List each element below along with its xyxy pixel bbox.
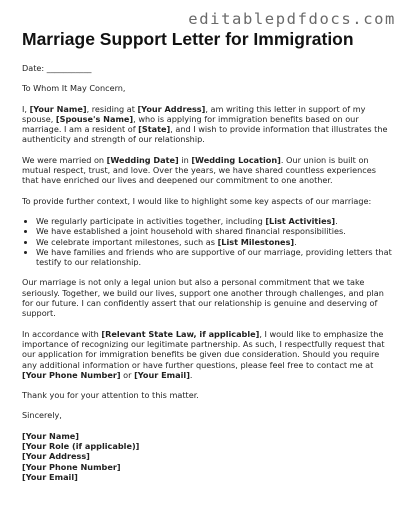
date-line — [22, 63, 392, 73]
text: or — [120, 369, 135, 380]
paragraph-request — [22, 329, 392, 380]
text: , I would like to emphasize the importance of recognizing our legitimate partnership. As such, I respectfully request that our application for immigration benefits be given due consideration. Should you require any additional information or have further questions, please feel free to contact me at — [22, 328, 385, 370]
text: In accordance with — [22, 328, 102, 339]
list-item: • We have established a joint household with shared financial responsibilities. — [36, 226, 392, 236]
signature-email: [Your Email] — [22, 471, 78, 482]
date-label: Date: — [22, 63, 45, 73]
list-item — [36, 216, 392, 226]
text: . — [189, 369, 193, 380]
text: , am writing this letter in support of my spouse, — [22, 103, 366, 124]
placeholder-list-milestones: [List Milestones] — [217, 236, 295, 247]
placeholder-spouse-name: [Spouse's Name] — [55, 113, 134, 124]
signature-block — [22, 431, 392, 482]
text: , who is applying for immigration benefits based on our marriage. I am a resident of — [22, 113, 359, 135]
date-blank: ___________ — [46, 63, 92, 73]
paragraph-wedding — [22, 155, 392, 186]
paragraph-thanks: Thank you for your attention to this matter. — [22, 390, 199, 401]
letter-document — [22, 29, 392, 482]
paragraph-commitment: Our marriage is not only a legal union but also a personal commitment that we take seriously. Together, we build our lives, support one another through challenges, and plan for our future. I can confidently assert that our relationship is genuine and deserving of support. — [22, 277, 384, 319]
closing: Sincerely, — [22, 410, 62, 421]
text: . — [335, 215, 338, 226]
placeholder-list-activities: [List Activities] — [265, 215, 336, 226]
placeholder-your-name: [Your Name] — [29, 103, 87, 114]
text: We celebrate important milestones, such as — [36, 236, 218, 247]
text: in — [178, 154, 192, 165]
text: . — [294, 236, 297, 247]
signature-role: [Your Role (if applicable)] — [22, 441, 140, 452]
signature-phone: [Your Phone Number] — [22, 461, 121, 472]
placeholder-your-address: [Your Address] — [137, 103, 206, 114]
placeholder-email: [Your Email] — [134, 369, 190, 380]
text: , residing at — [86, 103, 138, 114]
paragraph-context: To provide further context, I would like to highlight some key aspects of our marriage: — [22, 195, 372, 206]
placeholder-state: [State] — [138, 124, 171, 135]
text: We regularly participate in activities together, including — [36, 215, 266, 226]
signature-name: [Your Name] — [22, 430, 80, 441]
marriage-aspects-list — [22, 216, 392, 267]
placeholder-wedding-date: [Wedding Date] — [106, 154, 179, 165]
signature-address: [Your Address] — [22, 451, 90, 462]
page-title: Marriage Support Letter for Immigration — [22, 29, 354, 49]
text: I, — [22, 103, 30, 114]
site-watermark: editablepdfdocs.com — [188, 10, 396, 28]
text: , and I wish to provide information that illustrates the authenticity and strength of our relationship. — [22, 124, 388, 145]
text: . Our union is built on mutual respect, trust, and love. Over the years, we have shared countless experiences that have enriched our lives and deepened our commitment to one another. — [22, 154, 376, 186]
placeholder-phone-number: [Your Phone Number] — [22, 369, 121, 380]
salutation: To Whom It May Concern, — [22, 83, 126, 94]
list-item — [36, 237, 392, 247]
paragraph-introduction — [22, 104, 392, 145]
list-item: • We have families and friends who are supportive of our marriage, providing letters that testify to our relationship. — [36, 247, 392, 268]
text: We were married on — [22, 154, 107, 165]
placeholder-state-law: [Relevant State Law, if applicable] — [101, 328, 260, 339]
placeholder-wedding-location: [Wedding Location] — [191, 154, 281, 165]
